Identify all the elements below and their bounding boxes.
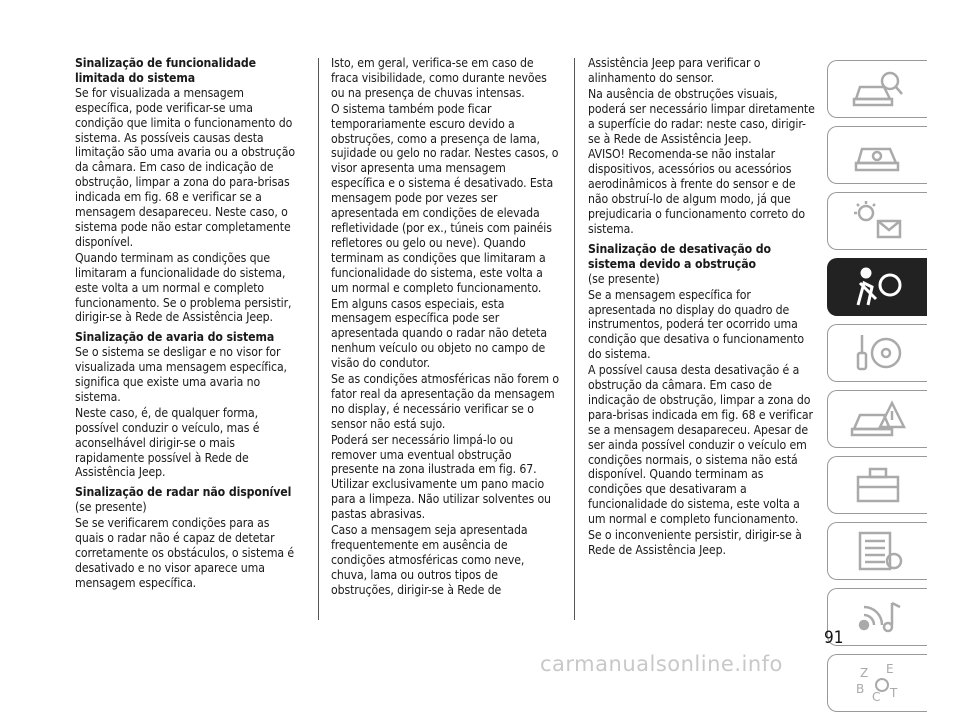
tab-airbag-seatbelt[interactable] — [827, 258, 927, 316]
paragraph: Se a mensagem específica for apresentada no display do quadro de instrumentos, poderá ter ocorrido uma condição que desativa o funcionamento do sistema. — [588, 287, 805, 362]
tab-toolbox[interactable] — [827, 456, 927, 514]
tab-light-warning[interactable] — [827, 192, 927, 250]
tab-car-search[interactable] — [827, 60, 927, 118]
page-number: 91 — [824, 628, 844, 648]
paragraph: Em alguns casos especiais, esta mensagem específica pode ser apresentada quando o radar não deteta nenhum veículo ou objeto no campo de visão do condutor. — [331, 296, 547, 371]
tab-car-warning[interactable] — [827, 390, 927, 448]
index-letter: E — [885, 662, 894, 676]
index-letter: T — [889, 686, 897, 700]
section-heading: Sinalização de avaria do sistema — [75, 330, 275, 345]
paragraph: Se se verificarem condições para as quais o radar não é capaz de detetar corretamente os obstáculos, o sistema é desativado e no visor aparece uma mensagem específica. — [75, 516, 295, 590]
steering-key-icon — [850, 331, 906, 375]
paragraph: Assistência Jeep para verificar o alinhamento do sensor. — [588, 56, 761, 85]
maintenance-list-icon — [850, 529, 906, 573]
car-warning-icon — [850, 397, 906, 441]
paragraph: O sistema também pode ficar temporariamente escuro devido a obstruções, como a presença de lama, sujidade ou gelo no radar. Nestes casos, o visor apresenta uma mensagem específica e o sistema é desativado. Esta mensagem pode por vezes ser apresentada em condições de elevada refletividade (por ex., túneis com painéis refletores ou gelo ou neve). Quando terminam as condições que limitaram a funcionalidade do sistema, este volta a um normal e completo funcionamento. — [331, 101, 559, 295]
text-column-1 — [75, 56, 300, 592]
tab-index[interactable] — [827, 654, 927, 712]
paragraph: Se as condições atmosféricas não forem o fator real da apresentação da mensagem no display, é necessário verificar se o sensor não está sujo. — [331, 372, 559, 431]
light-warning-icon — [850, 199, 906, 243]
car-info-icon — [850, 133, 906, 177]
section-heading: Sinalização de desativação do sistema devido a obstrução — [588, 241, 771, 271]
text-column-3 — [588, 56, 818, 559]
paragraph: Se for visualizada a mensagem específica, pode verificar-se uma condição que limita o funcionamento do sistema. As possíveis causas desta limitação são uma avaria ou a obstrução da câmara. Em caso de indicação de obstrução, limpar a zona do para-brisas indicada em fig. 68 e verificar se a mensagem desapareceu. Neste caso, o sistema pode não estar completamente disponível. — [75, 85, 295, 249]
multimedia-icon — [850, 595, 906, 639]
watermark: carmanualsonline.info — [540, 652, 783, 676]
chapter-tabs — [827, 60, 927, 720]
paragraph: AVISO! Recomenda-se não instalar dispositivos, acessórios ou acessórios aerodinâmicos à frente do sensor e de não obstruí-lo de algum modo, já que prejudicaria o funcionamento correto do sistema. — [588, 147, 805, 236]
paragraph: Se o sistema se desligar e no visor for visualizada uma mensagem específica, significa que existe uma avaria no sistema. — [75, 345, 287, 404]
index-letter: Z — [859, 666, 868, 680]
paragraph: (se presente) — [588, 271, 660, 286]
paragraph: Isto, em geral, verifica-se em caso de fraca visibilidade, como durante nevões ou na presença de chuvas intensas. — [331, 56, 547, 100]
text-column-2 — [331, 56, 560, 599]
paragraph: (se presente) — [75, 500, 147, 515]
paragraph: Na ausência de obstruções visuais, poderá ser necessário limpar diretamente a superfície do radar: neste caso, dirigir-se à Rede de Assistência Jeep. — [588, 86, 815, 146]
tab-car-info[interactable] — [827, 126, 927, 184]
index-letters-icon — [850, 661, 906, 705]
paragraph: Se o inconveniente persistir, dirigir-se à Rede de Assistência Jeep. — [588, 528, 802, 557]
paragraph: Poderá ser necessário limpá-lo ou remover uma eventual obstrução presente na zona ilustrada em fig. 67. Utilizar exclusivamente um pano macio para a limpeza. Não utilizar solventes ou pastas abrasivas. — [331, 432, 551, 522]
column-divider — [574, 58, 575, 620]
tab-steering-key[interactable] — [827, 324, 927, 382]
tab-maintenance-list[interactable] — [827, 522, 927, 580]
paragraph: A possível causa desta desativação é a obstrução da câmara. Em caso de indicação de obstrução, limpar a zona do para-brisas indicada em fig. 68 e verificar se a mensagem desapareceu. Apesar de ser ainda possível conduzir o veículo em condições normais, o sistema não está disponível. Quando terminam as condições que desativaram a funcionalidade do sistema, este volta a um normal e completo funcionamento. — [588, 363, 813, 527]
section-heading: Sinalização de funcionalidade limitada do sistema — [75, 56, 257, 85]
index-letter: B — [855, 682, 864, 696]
section-heading: Sinalização de radar não disponível — [75, 485, 292, 500]
airbag-seatbelt-icon — [850, 265, 906, 309]
paragraph: Caso a mensagem seja apresentada frequentemente em ausência de condições atmosféricas como neve, chuva, lama ou outros tipos de obstruções, dirigir-se à Rede de — [331, 523, 528, 597]
paragraph: Quando terminam as condições que limitaram a funcionalidade do sistema, este volta a um normal e completo funcionamento. Se o problema persistir, dirigir-se à Rede de Assistência Jeep. — [75, 250, 292, 325]
index-letter: C — [871, 690, 880, 704]
column-divider — [318, 58, 319, 620]
car-search-icon — [850, 67, 906, 111]
toolbox-icon — [850, 463, 906, 507]
paragraph: Neste caso, é, de qualquer forma, possível conduzir o veículo, mas é aconselhável dirigir-se o mais rapidamente possível à Rede de Assistência Jeep. — [75, 405, 260, 480]
